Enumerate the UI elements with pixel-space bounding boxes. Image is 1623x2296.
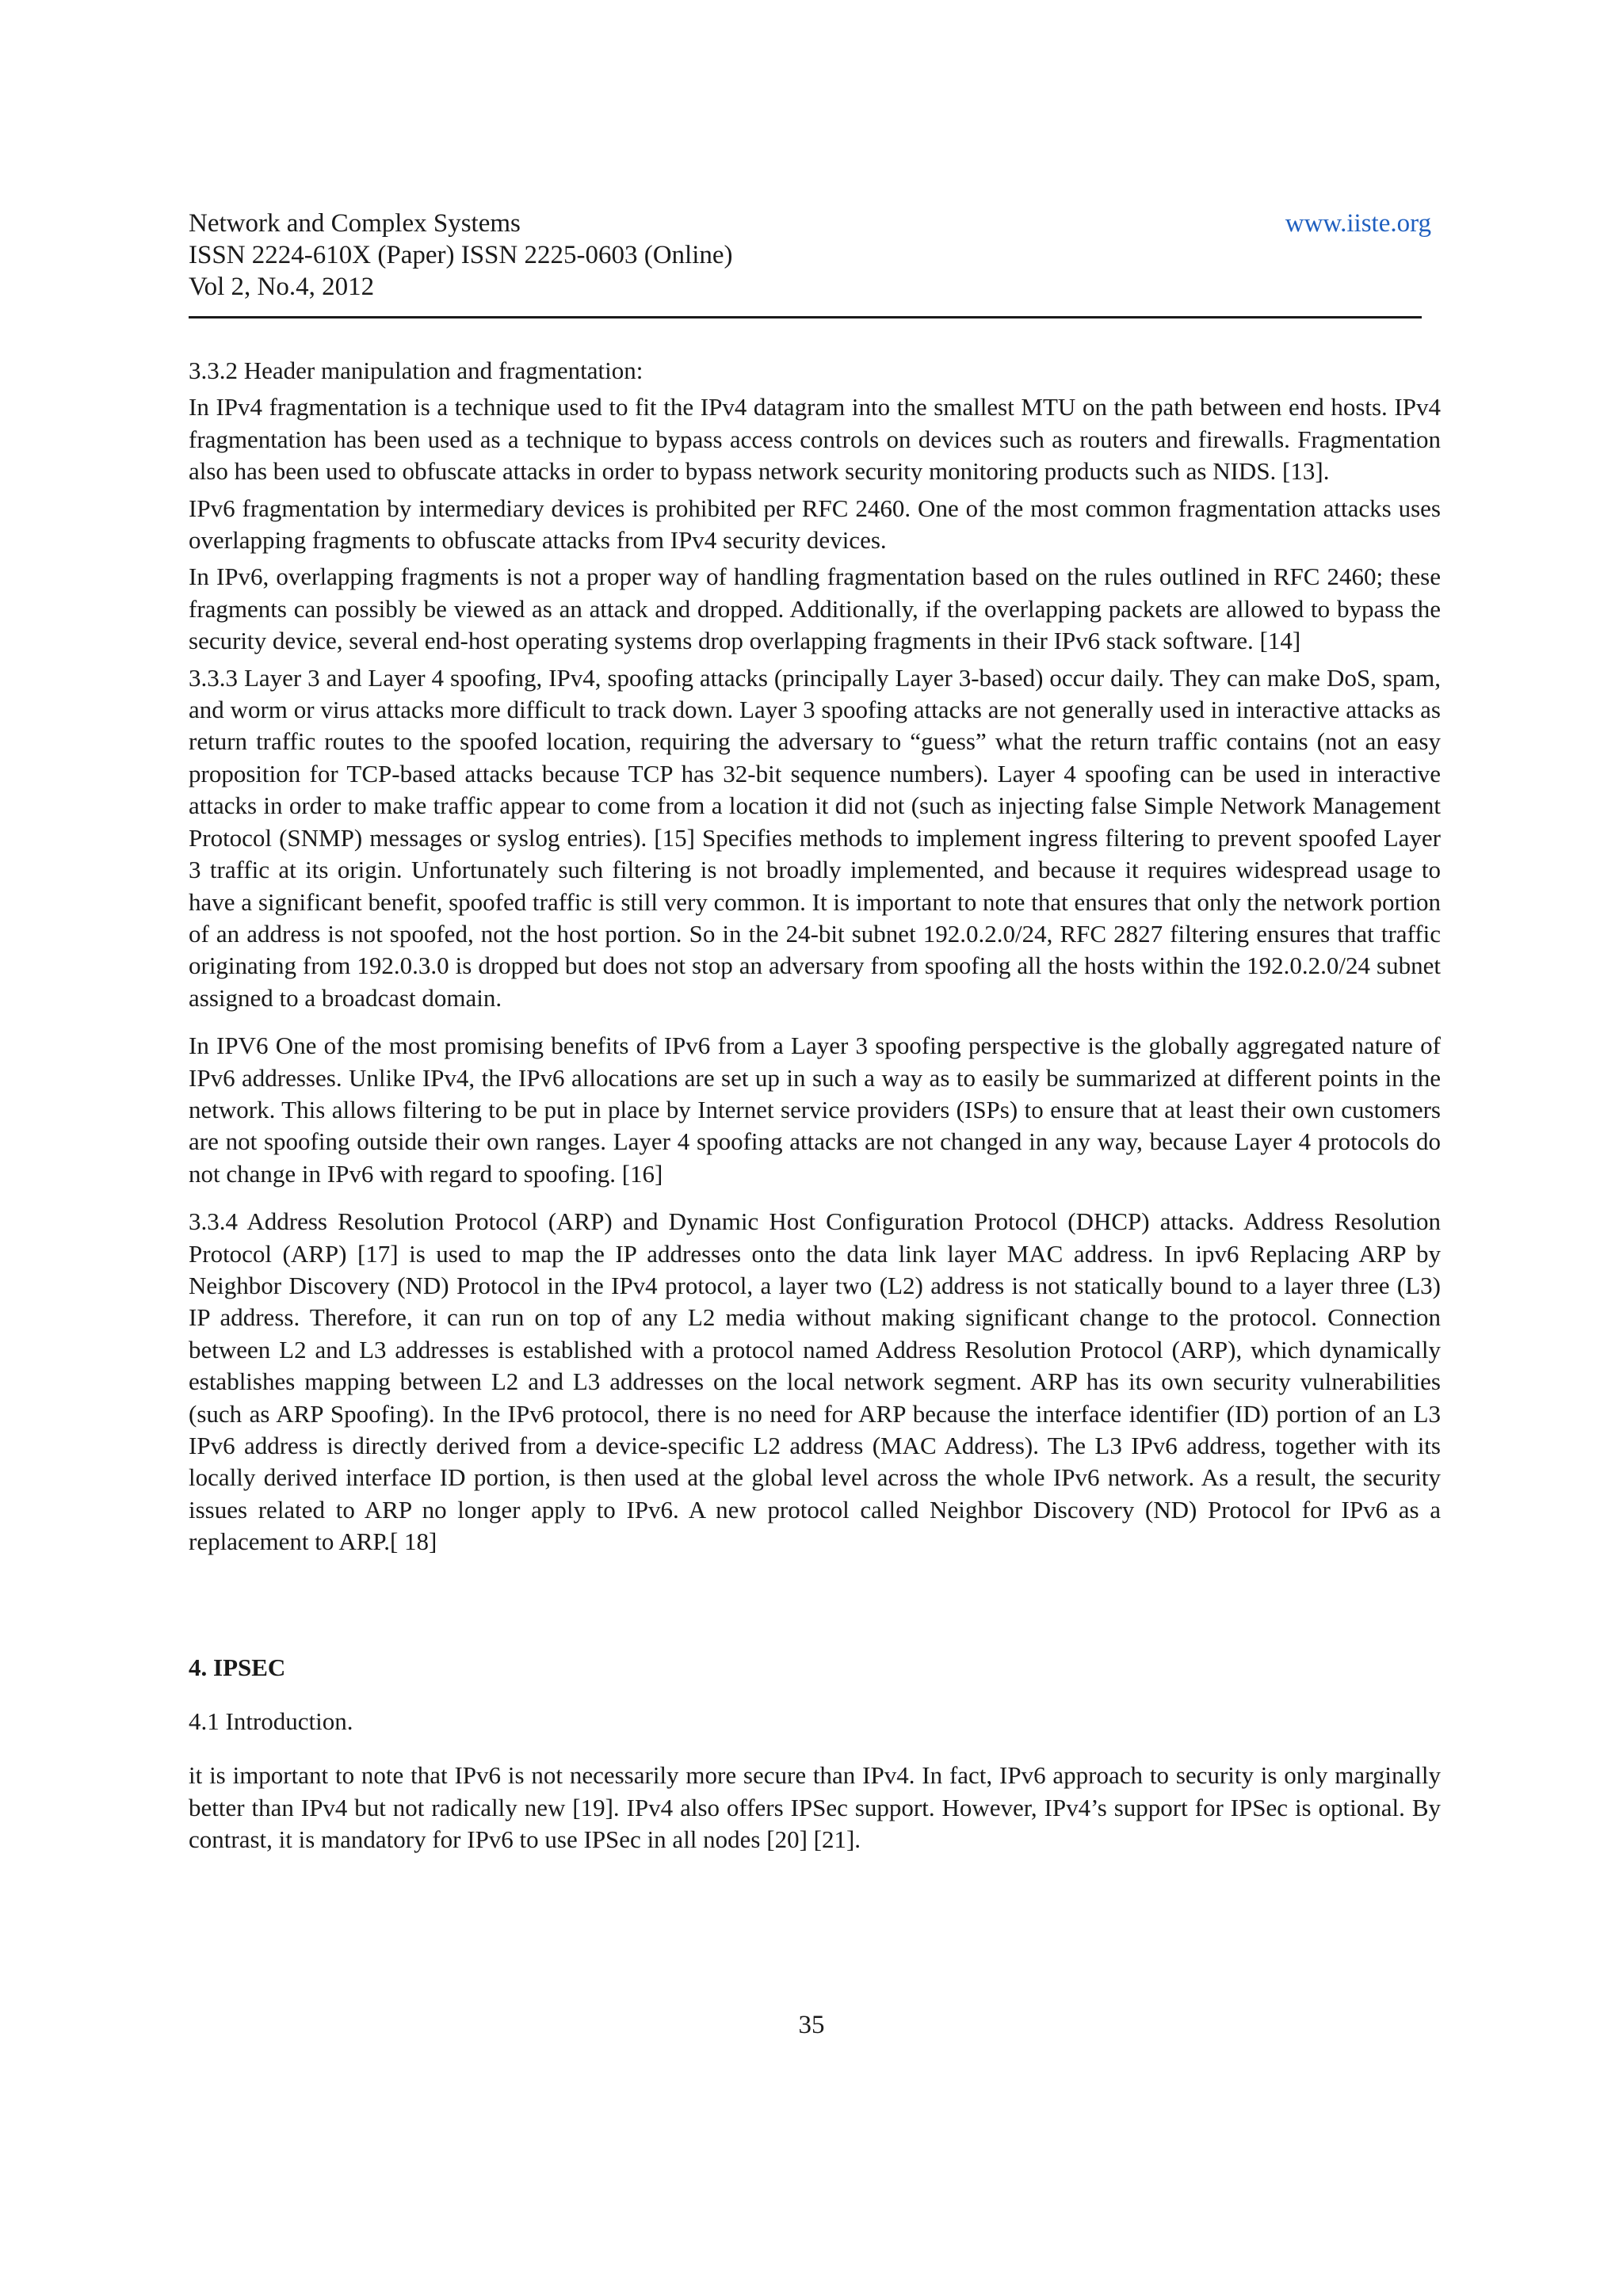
paragraph: it is important to note that IPv6 is not necessarily more secure than IPv4. In fact, IPv6 approach to security is only marginally better than IPv4 but not radically new [19]. IPv4 also offers IPSec support. However, IPv4’s support for IPSec is optional. By contrast, it is mandatory for IPv6 to use IPSec in all nodes [20] [21]. (189, 1761, 1441, 1854)
paragraph: 3.3.3 Layer 3 and Layer 4 spoofing, IPv4, spoofing attacks (principally Layer 3-based) occur daily. They can make DoS, spam, and worm or virus attacks more difficult to track down. Layer 3 spoofing attacks are not generally used in interactive attacks as return traffic routes to the spoofed location, requiring the adversary to “guess” what the return traffic contains (not an easy proposition for TCP-based attacks because TCP has 32-bit sequence numbers). Layer 4 spoofing can be used in interactive attacks in order to make traffic appear to come from a location it did not (such as injecting false Simple Network Management Protocol (SNMP) messages or syslog entries). [15] Specifies methods to implement ingress filtering to prevent spoofed Layer 3 traffic at its origin. Unfortunately such filtering is not broadly implemented, and because it requires widespread usage to have a significant benefit, spoofed traffic is still very common. It is important to note that ensures that only the network portion of an address is not spoofed, not the host portion. So in the 24-bit subnet 192.0.2.0/24, RFC 2827 filtering ensures that traffic originating from 192.0.3.0 is dropped but does not stop an adversary from spoofing all the hosts within the 192.0.2.0/24 subnet assigned to a broadcast domain. (189, 663, 1441, 1012)
subsection-heading-4-1: 4.1 Introduction. (189, 1707, 353, 1736)
journal-name: Network and Complex Systems (189, 209, 521, 238)
paragraph: In IPV6 One of the most promising benefits of IPv6 from a Layer 3 spoofing perspective is the globally aggregated nature of IPv6 addresses. Unlike IPv4, the IPv6 allocations are set up in such a way as to easily be summarized at different points in the network. This allows filtering to be put in place by Internet service providers (ISPs) to ensure that at least their own customers are not spoofing outside their own ranges. Layer 4 spoofing attacks are not changed in any way, because Layer 4 protocols do not change in IPv6 with regard to spoofing. [16] (189, 1032, 1441, 1188)
journal-issn: ISSN 2224-610X (Paper) ISSN 2225-0603 (Online) (189, 241, 733, 269)
journal-volume: Vol 2, No.4, 2012 (189, 273, 375, 301)
header-divider (189, 316, 1422, 318)
page-number: 35 (798, 2011, 825, 2039)
journal-url-link[interactable]: www.iiste.org (1285, 209, 1431, 238)
page-header (189, 208, 1431, 303)
article-body (189, 355, 1441, 1856)
paragraph: In IPv4 fragmentation is a technique used to fit the IPv4 datagram into the smallest MTU on the path between end hosts. IPv4 fragmentation has been used as a technique to bypass access controls on devices such as routers and firewalls. Fragmentation also has been used to obfuscate attacks in order to bypass network security monitoring products such as NIDS. [13]. (189, 393, 1441, 486)
paragraph: IPv6 fragmentation by intermediary devices is prohibited per RFC 2460. One of the most common fragmentation attacks uses overlapping fragments to obfuscate attacks from IPv4 security devices. (189, 494, 1441, 555)
paragraph: 3.3.4 Address Resolution Protocol (ARP) and Dynamic Host Configuration Protocol (DHCP) attacks. Address Resolution Protocol (ARP) [17] is used to map the IP addresses onto the data link layer MAC address. In ipv6 Replacing ARP by Neighbor Discovery (ND) Protocol in the IPv4 protocol, a layer two (L2) address is not statically bound to a layer three (L3) IP address. Therefore, it can run on top of any L2 media without making significant change to the protocol. Connection between L2 and L3 addresses is established with a protocol named Address Resolution Protocol (ARP), which dynamically establishes mapping between L2 and L3 addresses on the local network segment. ARP has its own security vulnerabilities (such as ARP Spoofing). In the IPv6 protocol, there is no need for ARP because the interface identifier (ID) portion of an L3 IPv6 address is directly derived from a device-specific L2 address (MAC Address). The L3 IPv6 address, together with its locally derived interface ID portion, is then used at the global level across the whole IPv6 network. As a result, the security issues related to ARP no longer apply to IPv6. A new protocol called Neighbor Discovery (ND) Protocol for IPv6 as a replacement to ARP.[ 18] (189, 1207, 1441, 1556)
section-heading-4: 4. IPSEC (189, 1653, 286, 1681)
subsection-heading-3-3-2: 3.3.2 Header manipulation and fragmentation: (189, 357, 643, 384)
paragraph: In IPv6, overlapping fragments is not a proper way of handling fragmentation based on the rules outlined in RFC 2460; these fragments can possibly be viewed as an attack and dropped. Additionally, if the overlapping packets are allowed to bypass the security device, several end-host operating systems drop overlapping fragments in their IPv6 stack software. [14] (189, 563, 1441, 655)
